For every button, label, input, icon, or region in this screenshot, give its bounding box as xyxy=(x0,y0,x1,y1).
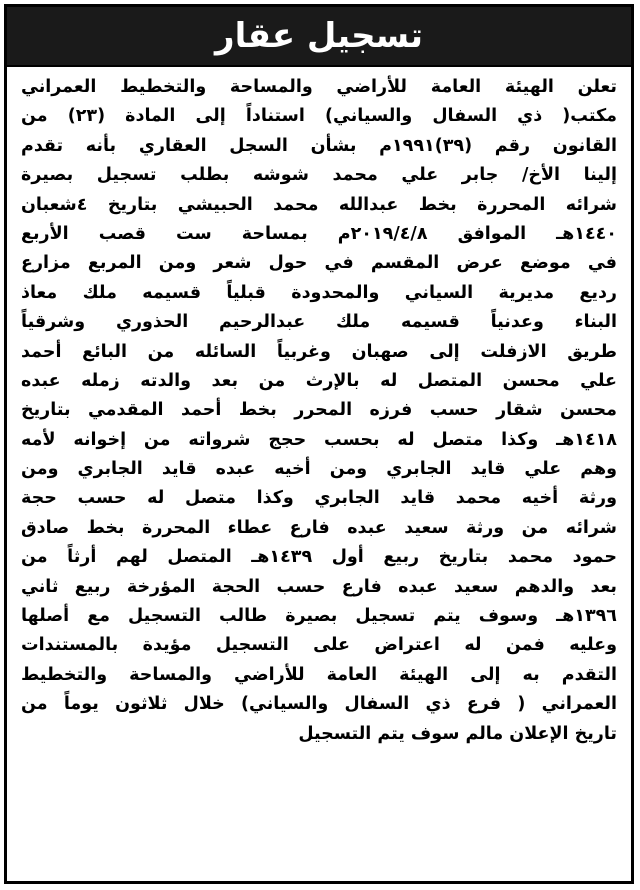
notice-line: وعليه فمن له اعتراض على التسجيل مؤيدة بالمستندات xyxy=(21,635,617,656)
notice-line: تاريخ الإعلان مالم سوف يتم التسجيل xyxy=(298,723,617,744)
notice-line: بعد والدهم سعيد عبده فارع حسب الحجة المؤرخة ربيع ثاني xyxy=(21,576,617,597)
notice-line: البناء وعدنياً قسيمه ملك عبدالرحيم الحذوري وشرقياً xyxy=(21,312,617,333)
notice-line: ورثة أخيه محمد قايد الجابري وكذا متصل له حسب حجة xyxy=(21,488,617,509)
notice-line: شرائه المحررة بخط عبدالله محمد الحبيشي بتاريخ ٤شعبان xyxy=(21,194,617,215)
notice-line: العمراني ( فرع ذي السفال والسياني) خلال ثلاثون يوماً من xyxy=(21,694,617,715)
notice-line: محسن شقار حسب فرزه المحرر بخط أحمد المقدمي بتاريخ xyxy=(21,400,617,421)
notice-line: مكتب( ذي السفال والسياني) استناداً إلى المادة (٢٣) من xyxy=(21,106,617,127)
notice-header xyxy=(7,7,631,67)
notice-line: وهم علي قايد الجابري ومن أخيه عبده قايد الجابري ومن xyxy=(21,459,617,480)
notice-line: ١٤١٨هـ وكذا متصل له بحسب حجج شرواته من إخوانه لأمه xyxy=(21,429,617,450)
notice-body xyxy=(7,67,631,749)
notice-line: القانون رقم (٣٩)١٩٩١م بشأن السجل العقاري بأنه تقدم xyxy=(21,135,617,156)
registration-notice xyxy=(4,4,634,884)
notice-line: في موضع عرض المقسم في حول شعر ومن المربع مزارع xyxy=(21,253,617,274)
notice-line: التقدم به إلى الهيئة العامة للأراضي والمساحة والتخطيط xyxy=(21,664,617,685)
notice-line: علي محسن المتصل له بالإرث من بعد والدته زمله عبده xyxy=(21,370,617,391)
notice-line: ١٤٤٠هـ الموافق ٢٠١٩/٤/٨م بمساحة ست قصب الأربع xyxy=(21,223,617,244)
notice-line: رديع مديرية السياني والمحدودة قبلياً قسيمه ملك معاذ xyxy=(21,282,617,303)
notice-line: حمود محمد بتاريخ ربيع أول ١٤٣٩هـ المتصل لهم أرثاً من xyxy=(21,547,617,568)
notice-line: تعلن الهيئة العامة للأراضي والمساحة والتخطيط العمراني xyxy=(21,77,617,97)
notice-title: تسجيل عقار xyxy=(215,16,423,56)
notice-line: إلينا الأخ/ جابر علي محمد شوشه بطلب تسجيل بصيرة xyxy=(21,165,617,186)
notice-line: ١٣٩٦هـ وسوف يتم تسجيل بصيرة طالب التسجيل مع أصلها xyxy=(21,606,617,627)
notice-line: شرائه من ورثة سعيد عبده فارع عطاء المحررة بخط صادق xyxy=(21,517,617,538)
notice-line: طريق الازفلت إلى صهبان وغربياً السائله من البائع أحمد xyxy=(21,341,617,362)
